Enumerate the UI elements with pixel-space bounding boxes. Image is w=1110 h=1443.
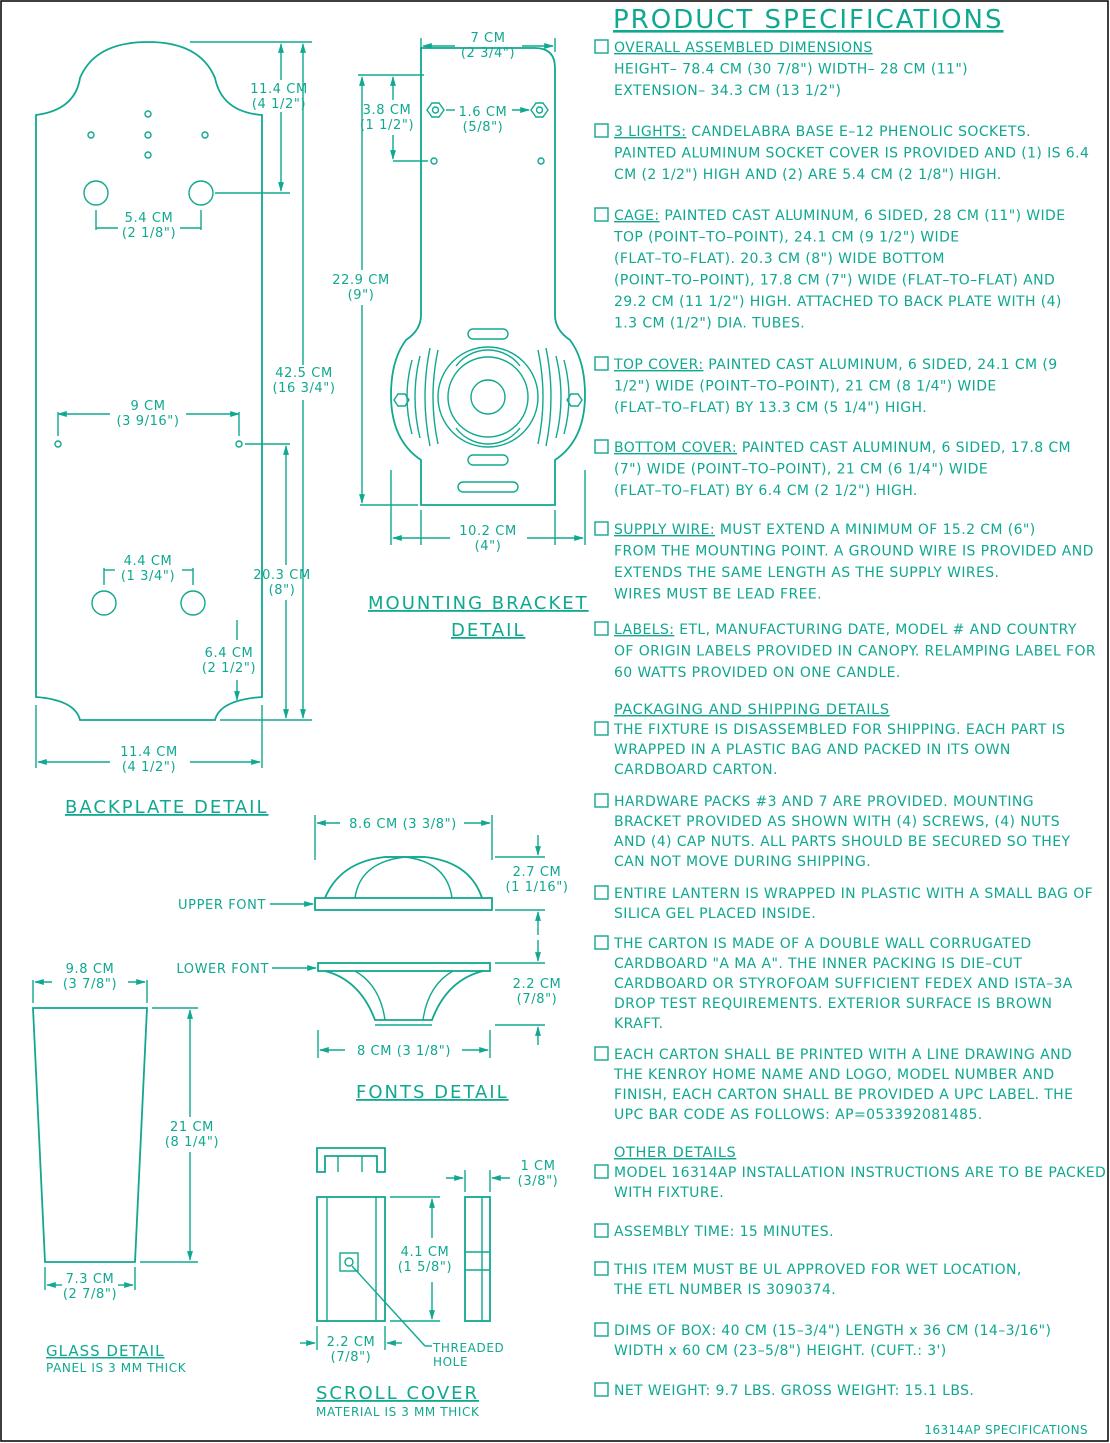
fonts-dim-upper-h-b: (1 1/16") — [505, 880, 569, 895]
scroll-dim-thick-b: (3/8") — [517, 1174, 559, 1189]
bp-dim-bot-b: (2 1/2") — [201, 661, 257, 676]
bracket-title-a: MOUNTING BRACKET — [368, 593, 589, 614]
scroll-title: SCROLL COVER — [316, 1383, 480, 1404]
spec-item-lead: PAINTED CAST ALUMINUM, 6 SIDED, 17.8 CM — [736, 440, 1072, 456]
threaded-hole-label-b: HOLE — [433, 1355, 469, 1369]
glass-dim-bot-b: (2 7/8") — [62, 1287, 118, 1302]
spec-item-line: PAINTED ALUMINUM SOCKET COVER IS PROVIDED AND (1) IS 6.4 — [614, 145, 1090, 162]
scroll-cover-side-view — [465, 1197, 490, 1321]
fonts-detail — [176, 815, 568, 1103]
spec-item-line: 60 WATTS PROVIDED ON ONE CANDLE. — [614, 665, 901, 681]
other-checkbox — [595, 1323, 608, 1336]
packaging-line: ENTIRE LANTERN IS WRAPPED IN PLASTIC WITH A SMALL BAG OF — [614, 886, 1094, 902]
packaging-heading: PACKAGING AND SHIPPING DETAILS — [614, 702, 890, 718]
lower-font-bowl — [325, 971, 483, 1020]
other-line: NET WEIGHT: 9.7 LBS. GROSS WEIGHT: 15.1 LBS. — [614, 1383, 975, 1399]
footer-label: 16314AP SPECIFICATIONS — [924, 1423, 1088, 1437]
br-dim-top-b: (2 3/4") — [460, 46, 516, 61]
spec-item-line: TOP (POINT–TO–POINT), 24.1 CM (9 1/2") WIDE — [614, 229, 960, 246]
spec-item-checkbox — [595, 40, 608, 53]
other-checkbox — [595, 1165, 608, 1178]
bp-dim-total-a: 42.5 CM — [275, 366, 333, 381]
scroll-dim-w-a: 2.2 CM — [326, 1335, 376, 1350]
scroll-cover-top-view — [317, 1148, 385, 1172]
spec-item-checkbox — [595, 622, 608, 635]
fonts-title: FONTS DETAIL — [356, 1082, 509, 1103]
bp-dim-bot-a: 6.4 CM — [204, 646, 254, 661]
spec-item-line: 1.3 CM (1/2") DIA. TUBES. — [614, 315, 806, 332]
packaging-line: AND (4) CAP NUTS. ALL PARTS SHOULD BE SECURED SO THEY — [614, 834, 1071, 850]
other-line: WITH FIXTURE. — [614, 1185, 725, 1201]
spec-item-label: SUPPLY WIRE: — [614, 522, 716, 538]
spec-item-line: (FLAT–TO–FLAT) BY 13.3 CM (5 1/4") HIGH. — [614, 400, 928, 416]
spec-item-heading — [613, 357, 1058, 373]
bp-dim-total-b: (16 3/4") — [272, 381, 336, 396]
br-dim-width-a: 10.2 CM — [459, 524, 517, 539]
spec-item-checkbox — [595, 208, 608, 221]
fonts-dim-lower-h-b: (7/8") — [516, 992, 558, 1007]
spec-item-lead: PAINTED CAST ALUMINUM, 6 SIDED, 24.1 CM (9 — [703, 357, 1058, 373]
packaging-checkbox — [595, 936, 608, 949]
bp-dim-top-a: 11.4 CM — [250, 82, 308, 97]
packaging-line: EACH CARTON SHALL BE PRINTED WITH A LINE DRAWING AND — [614, 1047, 1073, 1063]
glass-dim-top-a: 9.8 CM — [65, 962, 115, 977]
spec-item-heading — [614, 124, 1031, 140]
packaging-line: THE CARTON IS MADE OF A DOUBLE WALL CORRUGATED — [614, 936, 1032, 952]
mounting-bracket-detail — [332, 31, 588, 641]
glass-dim-top-b: (3 7/8") — [62, 977, 118, 992]
packaging-line: BRACKET PROVIDED AS SHOWN WITH (4) SCREWS, (4) NUTS — [614, 814, 1061, 830]
fonts-dim-lower-h-a: 2.2 CM — [512, 977, 562, 992]
threaded-hole-label-a: THREADED — [433, 1341, 505, 1355]
spec-item-line: (7") WIDE (POINT–TO–POINT), 21 CM (6 1/4") WIDE — [614, 461, 989, 478]
glass-title: GLASS DETAIL — [46, 1342, 165, 1360]
packaging-line: FINISH, EACH CARTON SHALL BE PROVIDED A UPC LABEL. THE — [614, 1087, 1074, 1103]
spec-item-heading — [614, 522, 1036, 538]
packaging-line: KRAFT. — [614, 1016, 664, 1032]
backplate-title: BACKPLATE DETAIL — [65, 797, 269, 818]
spec-item-heading — [614, 40, 873, 56]
spec-item-line: (POINT–TO–POINT), 17.8 CM (7") WIDE (FLAT–TO–FLAT) AND — [614, 272, 1056, 289]
glass-detail — [33, 962, 219, 1375]
spec-item-heading — [614, 622, 1077, 638]
bp-dim-mid-a: 9 CM — [130, 399, 166, 414]
spec-item-label: CAGE: — [614, 208, 660, 224]
other-line: DIMS OF BOX: 40 CM (15–3/4") LENGTH x 36 CM (14–3/16") — [614, 1323, 1052, 1339]
fonts-dim-upper-h-a: 2.7 CM — [512, 865, 562, 880]
spec-item-lead: CANDELABRA BASE E–12 PHENOLIC SOCKETS. — [686, 124, 1031, 140]
other-heading: OTHER DETAILS — [614, 1145, 737, 1161]
spec-item-label: 3 LIGHTS: — [614, 124, 687, 140]
spec-item-label: BOTTOM COVER: — [614, 440, 737, 456]
spec-item-label: LABELS: — [614, 622, 675, 638]
br-dim-hole-a: 3.8 CM — [362, 103, 412, 118]
spec-item-line: WIRES MUST BE LEAD FREE. — [614, 586, 822, 603]
glass-note: PANEL IS 3 MM THICK — [46, 1361, 187, 1375]
fonts-dim-upper-w: 8.6 CM (3 3/8") — [349, 817, 457, 832]
other-line: THIS ITEM MUST BE UL APPROVED FOR WET LOCATION, — [614, 1262, 1022, 1278]
spec-item-line: (FLAT–TO–FLAT) BY 6.4 CM (2 1/2") HIGH. — [614, 483, 918, 499]
bp-dim-holes-b: (2 1/8") — [121, 226, 177, 241]
bp-dim-width-a: 11.4 CM — [120, 745, 178, 760]
spec-item-checkbox — [595, 357, 608, 370]
other-line: MODEL 16314AP INSTALLATION INSTRUCTIONS ARE TO BE PACKED — [614, 1165, 1107, 1181]
scroll-dim-h-a: 4.1 CM — [400, 1245, 450, 1260]
bracket-title-b: DETAIL — [451, 620, 526, 641]
spec-item-line: OF ORIGIN LABELS PROVIDED IN CANOPY. RELAMPING LABEL FOR — [614, 643, 1097, 660]
fonts-dim-lower-w: 8 CM (3 1/8") — [356, 1044, 452, 1059]
scroll-cover-detail — [300, 1148, 558, 1419]
upper-font-label: UPPER FONT — [178, 898, 266, 913]
packaging-checkbox — [595, 1047, 608, 1060]
br-dim-nut-a: 1.6 CM — [458, 105, 508, 120]
bp-dim-lower-a: 20.3 CM — [253, 568, 311, 583]
packaging-line: HARDWARE PACKS #3 AND 7 ARE PROVIDED. MOUNTING — [614, 794, 1034, 810]
packaging-checkbox — [595, 886, 608, 899]
product-specifications — [595, 5, 1106, 1399]
spec-item-line: FROM THE MOUNTING POINT. A GROUND WIRE IS PROVIDED AND — [614, 543, 1094, 560]
other-checkbox — [595, 1383, 608, 1396]
other-checkbox — [595, 1262, 608, 1275]
other-line: WIDTH x 60 CM (23–5/8") HEIGHT. (CUFT.: 3') — [614, 1343, 947, 1359]
glass-dim-bot-a: 7.3 CM — [65, 1272, 115, 1287]
scroll-dim-w-b: (7/8") — [330, 1350, 372, 1365]
spec-item-heading — [614, 440, 1071, 456]
scroll-dim-h-b: (1 5/8") — [397, 1260, 453, 1275]
lower-font-label: LOWER FONT — [176, 962, 269, 977]
backplate-detail — [36, 42, 336, 818]
br-dim-height-a: 22.9 CM — [332, 273, 390, 288]
spec-item-lead: PAINTED CAST ALUMINUM, 6 SIDED, 28 CM (11") WIDE — [659, 208, 1066, 224]
other-checkbox — [595, 1224, 608, 1237]
spec-item-lead: ETL, MANUFACTURING DATE, MODEL # AND COUNTRY — [674, 622, 1077, 638]
packaging-line: CARDBOARD CARTON. — [614, 762, 778, 778]
other-line: ASSEMBLY TIME: 15 MINUTES. — [614, 1224, 834, 1240]
spec-item-checkbox — [595, 124, 608, 137]
spec-item-line: EXTENDS THE SAME LENGTH AS THE SUPPLY WIRES. — [614, 565, 1000, 581]
spec-item-line: 29.2 CM (11 1/2") HIGH. ATTACHED TO BACK PLATE WITH (4) — [614, 294, 1062, 310]
bp-dim-lower-b: (8") — [268, 583, 296, 598]
glass-panel — [33, 1008, 147, 1262]
packaging-line: SILICA GEL PLACED INSIDE. — [614, 906, 817, 922]
spec-item-lead: MUST EXTEND A MINIMUM OF 15.2 CM (6") — [715, 522, 1036, 538]
spec-item-line: 1/2") WIDE (POINT–TO–POINT), 21 CM (8 1/4") WIDE — [614, 378, 997, 395]
bp-dim-mid-b: (3 9/16") — [116, 414, 180, 429]
br-dim-width-b: (4") — [474, 539, 502, 554]
backplate-outline — [36, 42, 262, 720]
scroll-dim-thick-a: 1 CM — [520, 1159, 556, 1174]
bp-dim-low-a: 4.4 CM — [123, 554, 173, 569]
packaging-line: CAN NOT MOVE DURING SHIPPING. — [614, 854, 872, 870]
packaging-checkbox — [595, 794, 608, 807]
packaging-line: THE KENROY HOME NAME AND LOGO, MODEL NUMBER AND — [614, 1067, 1055, 1083]
packaging-line: CARDBOARD "A MA A". THE INNER PACKING IS DIE–CUT — [614, 956, 1023, 972]
br-dim-hole-b: (1 1/2") — [359, 118, 415, 133]
br-dim-height-b: (9") — [347, 288, 375, 303]
spec-item-checkbox — [595, 440, 608, 453]
spec-item-heading — [614, 208, 1066, 224]
br-dim-top-a: 7 CM — [470, 31, 506, 46]
glass-dim-h-b: (8 1/4") — [164, 1135, 220, 1150]
spec-item-line: (FLAT–TO–FLAT). 20.3 CM (8") WIDE BOTTOM — [614, 251, 945, 267]
spec-item-label: TOP COVER: — [614, 357, 704, 373]
packaging-line: THE FIXTURE IS DISASSEMBLED FOR SHIPPING. EACH PART IS — [614, 722, 1066, 738]
spec-item-line: CM (2 1/2") HIGH AND (2) ARE 5.4 CM (2 1/8") HIGH. — [614, 167, 1002, 183]
spec-item-line: EXTENSION– 34.3 CM (13 1/2") — [614, 83, 842, 99]
scroll-note: MATERIAL IS 3 MM THICK — [316, 1405, 480, 1419]
specs-title: PRODUCT SPECIFICATIONS — [613, 5, 1004, 35]
bp-dim-low-b: (1 3/4") — [120, 569, 176, 584]
packaging-line: DROP TEST REQUIREMENTS. EXTERIOR SURFACE IS BROWN — [614, 996, 1053, 1012]
br-dim-nut-b: (5/8") — [462, 120, 504, 135]
bp-dim-holes-a: 5.4 CM — [124, 211, 174, 226]
spec-item-line: HEIGHT– 78.4 CM (30 7/8") WIDTH– 28 CM (11") — [614, 61, 969, 78]
spec-item-label: OVERALL ASSEMBLED DIMENSIONS — [614, 40, 873, 56]
upper-font-dome — [325, 857, 482, 898]
spec-item-checkbox — [595, 522, 608, 535]
other-line: THE ETL NUMBER IS 3090374. — [614, 1282, 837, 1298]
bp-dim-width-b: (4 1/2") — [121, 760, 177, 775]
packaging-line: CARDBOARD OR STYROFOAM SUFFICIENT FEDEX AND ISTA–3A — [614, 976, 1073, 992]
packaging-line: UPC BAR CODE AS FOLLOWS: AP=053392081485. — [614, 1107, 983, 1123]
glass-dim-h-a: 21 CM — [170, 1120, 214, 1135]
lower-font-top — [318, 963, 490, 971]
packaging-line: WRAPPED IN A PLASTIC BAG AND PACKED IN ITS OWN — [614, 742, 1011, 758]
packaging-checkbox — [595, 722, 608, 735]
bp-dim-top-b: (4 1/2") — [251, 97, 307, 112]
upper-font-base — [315, 898, 492, 910]
